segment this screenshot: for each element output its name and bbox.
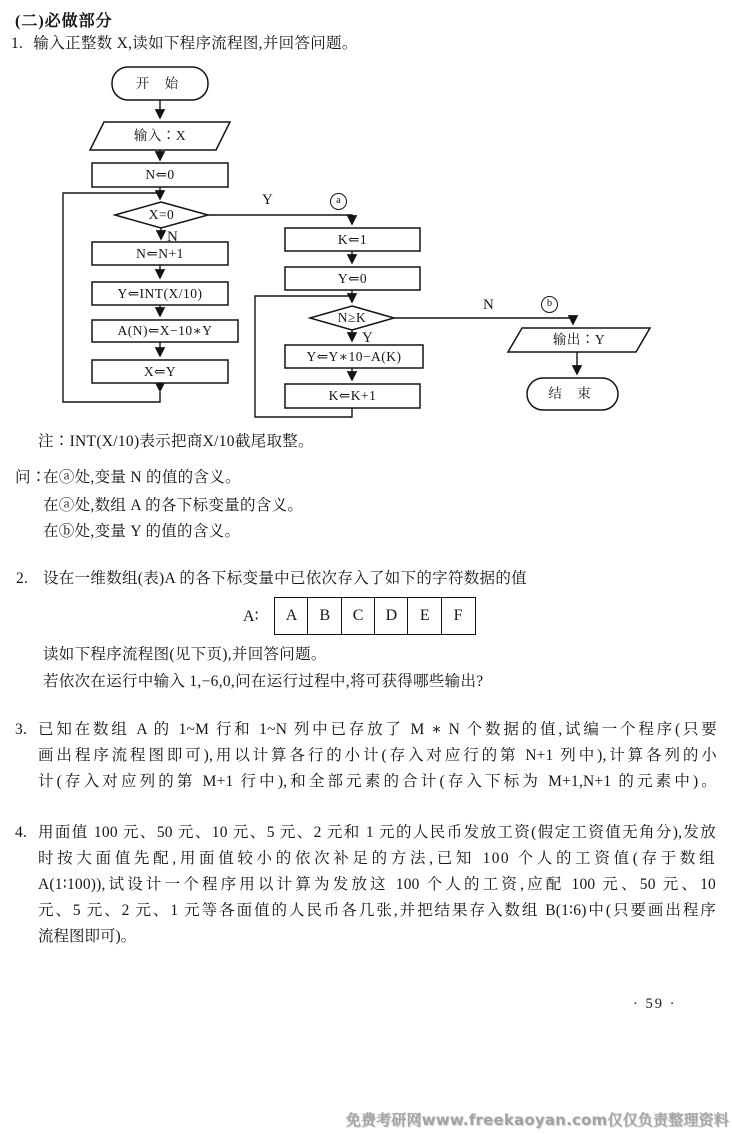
watermark-footer: 免费考研网www.freekaoyan.com仅仅负责整理资料 xyxy=(345,1111,729,1129)
assign-x-label: X⇐Y xyxy=(143,363,177,379)
array-cell: B xyxy=(307,597,342,635)
init-k-label: K⇐1 xyxy=(337,231,368,247)
calc-y2-label: Y⇐Y∗10−A(K) xyxy=(306,348,402,364)
no-label-1: N xyxy=(167,229,178,245)
end-terminal-label: 结 束 xyxy=(548,386,597,402)
problem4-line: 时按大面值先配,用面值较小的依次补足的方法,已知 100 个人的工资值(存于数组 xyxy=(38,850,716,867)
question-lead: 问∶ xyxy=(15,469,47,486)
yes-label-1: Y xyxy=(262,192,273,208)
problem3-paragraph xyxy=(38,717,717,795)
array-label: A∶ xyxy=(243,608,259,625)
page-number: · 59 · xyxy=(633,996,677,1012)
problem4-line: 用面值 100 元、50 元、10 元、5 元、2 元和 1 元的人民币发放工资(假定工资值无角分),发放 xyxy=(38,824,716,841)
problem4-line: 流程图即可)。 xyxy=(38,928,137,945)
array-cell: F xyxy=(441,597,476,635)
no-label-2: N xyxy=(483,297,494,313)
array-cell: C xyxy=(341,597,376,635)
inc-k-label: K⇐K+1 xyxy=(328,388,377,404)
problem2-number: 2. xyxy=(16,570,29,587)
flowchart xyxy=(0,60,732,440)
output-label: 输出∶Y xyxy=(552,332,606,348)
array-cell: D xyxy=(374,597,409,635)
problem3-line: 已知在数组 A 的 1~M 行和 1~N 列中已存放了 M ∗ N 个数据的值,试编一个程序(只要 xyxy=(38,721,717,738)
init-n-label: N⇐0 xyxy=(145,167,175,183)
array-cell: E xyxy=(407,597,442,635)
question-2: 在ⓐ处,数组 A 的各下标变量的含义。 xyxy=(43,497,304,514)
problem4-line: A(1∶100)),试设计一个程序用以计算为发放这 100 个人的工资,应配 100 元、50 元、10 xyxy=(38,876,716,893)
decision1-label: X=0 xyxy=(148,207,175,223)
flowchart-note: 注∶INT(X/10)表示把商X/10截尾取整。 xyxy=(38,433,314,450)
problem3-line: 画出程序流程图即可),用以计算各行的小计(存入对应行的第 N+1 列中),计算各列的小 xyxy=(38,747,717,764)
problem4-paragraph xyxy=(38,820,716,950)
input-label: 输入∶X xyxy=(133,128,187,144)
problem4-number: 4. xyxy=(15,824,28,841)
branch-b-marker: b xyxy=(541,296,558,313)
connector-yes-branch-a xyxy=(208,215,352,224)
array-cell: A xyxy=(274,597,309,635)
calc-y-label: Y⇐INT(X/10) xyxy=(117,285,203,301)
start-terminal-label: 开 始 xyxy=(135,75,185,91)
problem1-text: 输入正整数 X,读如下程序流程图,并回答问题。 xyxy=(33,35,358,52)
problem3-number: 3. xyxy=(15,721,28,738)
problem2-line2: 读如下程序流程图(见下页),并回答问题。 xyxy=(43,646,327,663)
branch-a-marker: a xyxy=(330,193,347,210)
problem4-line: 元、5 元、2 元、1 元等各面值的人民币各几张,并把结果存入数组 B(1∶6)中(只要画出程序 xyxy=(38,902,716,919)
array-table xyxy=(274,597,476,635)
question-3: 在ⓑ处,变量 Y 的值的含义。 xyxy=(43,523,241,540)
store-a-label: A(N)⇐X−10∗Y xyxy=(117,323,213,339)
yes-label-2: Y xyxy=(362,330,373,346)
inc-n-label: N⇐N+1 xyxy=(136,245,184,261)
init-y-label: Y⇐0 xyxy=(337,270,368,286)
problem2-intro: 设在一维数组(表)A 的各下标变量中已依次存入了如下的字符数据的值 xyxy=(43,570,527,587)
section-header: (二)必做部分 xyxy=(15,13,113,30)
decision2-label: N≥K xyxy=(337,310,367,326)
problem3-line: 计(存入对应列的第 M+1 行中),和全部元素的合计(存入下标为 M+1,N+1 的元素中)。 xyxy=(38,773,717,790)
connector-no-branch-b xyxy=(394,318,573,324)
question-1: 在ⓐ处,变量 N 的值的含义。 xyxy=(43,469,241,486)
problem1-line xyxy=(11,31,358,57)
problem2-line3: 若依次在运行中输入 1,−6,0,问在运行过程中,将可获得哪些输出? xyxy=(43,673,484,690)
problem1-number: 1. xyxy=(11,35,24,52)
